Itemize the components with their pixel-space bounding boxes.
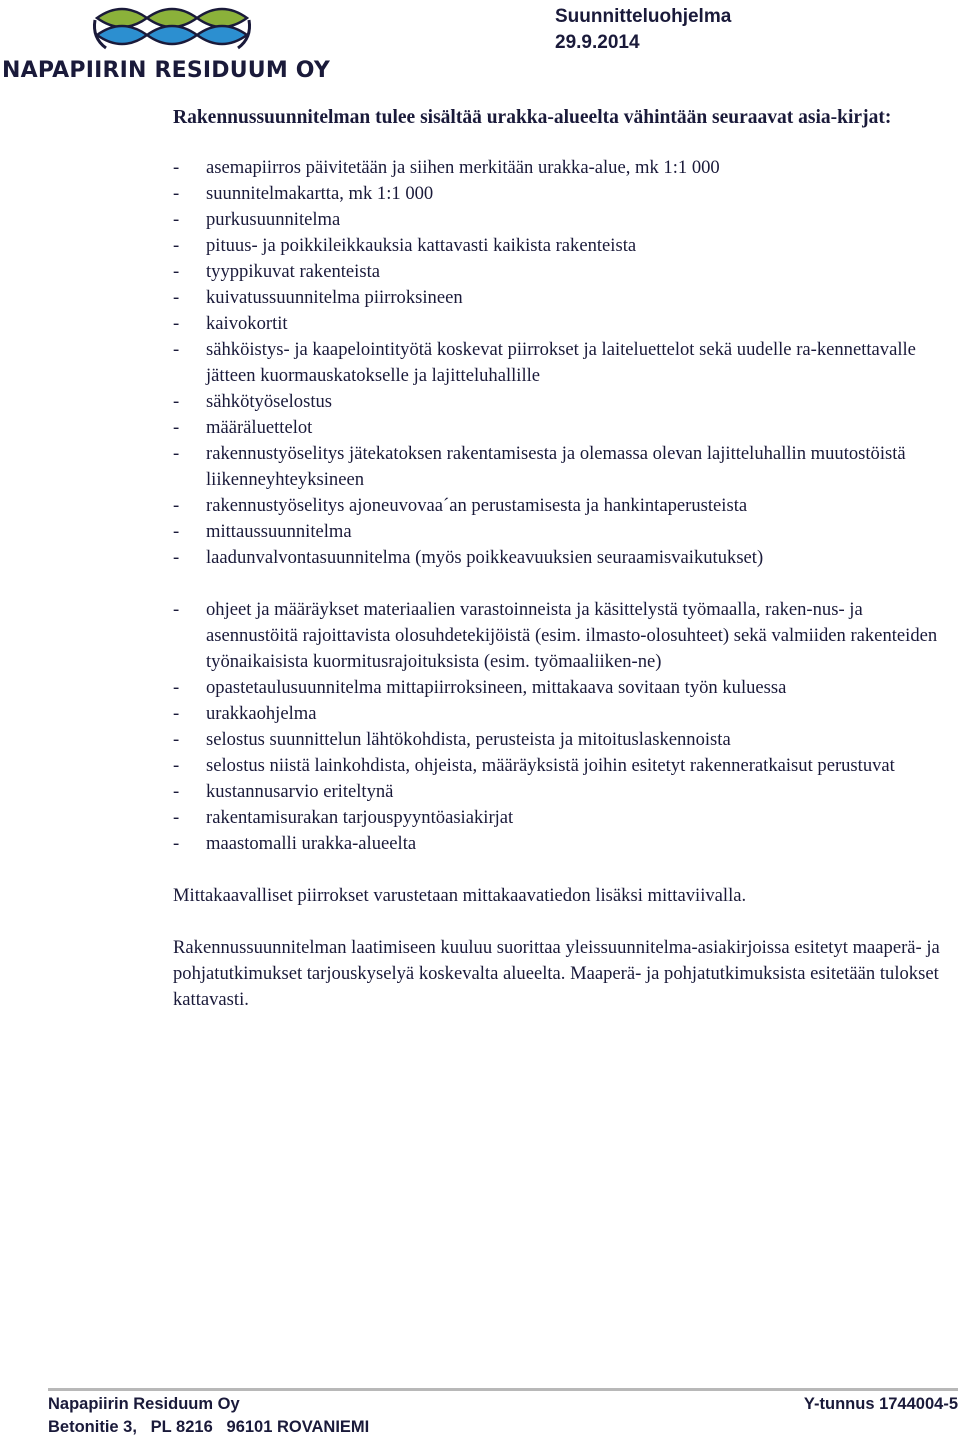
paragraph: Rakennussuunnitelman laatimiseen kuuluu suorittaa yleissuunnitelma-asiakirjoissa esitetyt maaperä- ja pohjatutkimukset tarjouskyselyä koskevalta alueelta. Maaperä- ja pohjatutkimuksista esitetään tulokset kattavasti. xyxy=(173,937,940,1010)
requirements-list-2 xyxy=(173,597,953,857)
company-logo-text: NAPAPIIRIN RESIDUUM OY xyxy=(2,58,331,83)
list-item: - kuivatussuunnitelma piirroksineen xyxy=(173,285,953,311)
list-item: - urakkaohjelma xyxy=(173,701,953,727)
list-item: - rakennustyöselitys jätekatoksen rakentamisesta ja olemassa olevan lajitteluhallin muutostöistä liikenneyhteyksineen xyxy=(173,441,953,493)
document-type: Suunnitteluohjelma xyxy=(555,6,732,27)
list-item: - asemapiirros päivitetään ja siihen merkitään urakka-alue, mk 1:1 000 xyxy=(173,155,953,181)
document-date: 29.9.2014 xyxy=(555,32,640,53)
list-item: - sähköistys- ja kaapelointityötä koskevat piirrokset ja laiteluettelot sekä uudelle ra-kennettavalle jätteen kuormauskatokselle ja lajitteluhallille xyxy=(173,337,953,389)
list-item: - ohjeet ja määräykset materiaalien varastoinneista ja käsittelystä työmaalla, raken-nus- ja asennustöitä rajoittavista olosuhdetekijöistä (esim. ilmasto-olosuhteet) sekä valmiiden rakenteiden työnaikaisista kuormitusrajoituksista (esim. työmaaliiken-ne) xyxy=(173,597,953,675)
list-item: - opastetaulusuunnitelma mittapiirroksineen, mittakaava sovitaan työn kuluessa xyxy=(173,675,953,701)
footer-divider xyxy=(48,1388,958,1391)
list-item: - mittaussuunnitelma xyxy=(173,519,953,545)
list-item: - laadunvalvontasuunnitelma (myös poikkeavuuksien seuraamisvaikutukset) xyxy=(173,545,953,571)
logo-wave-icon xyxy=(94,9,249,48)
list-item: - purkusuunnitelma xyxy=(173,207,953,233)
requirements-list-1 xyxy=(173,155,953,571)
list-item: - kustannusarvio eriteltynä xyxy=(173,779,953,805)
footer xyxy=(48,1393,958,1439)
footer-address: Betonitie 3, PL 8216 96101 ROVANIEMI xyxy=(48,1418,370,1436)
list-item: - selostus niistä lainkohdista, ohjeista, määräyksistä joihin esitetyt rakenneratkaisut perustuvat xyxy=(173,753,953,779)
list-item: - selostus suunnittelun lähtökohdista, perusteista ja mitoituslaskennoista xyxy=(173,727,953,753)
section-heading: Rakennussuunnitelman tulee sisältää urakka-alueelta vähintään seuraavat asia-kirjat: xyxy=(173,107,892,128)
list-item: - maastomalli urakka-alueelta xyxy=(173,831,953,857)
list-item: - rakentamisurakan tarjouspyyntöasiakirjat xyxy=(173,805,953,831)
list-item: - pituus- ja poikkileikkauksia kattavasti kaikista rakenteista xyxy=(173,233,953,259)
paragraph: Mittakaavalliset piirrokset varustetaan mittakaavatiedon lisäksi mittaviivalla. xyxy=(173,885,747,906)
footer-company: Napapiirin Residuum Oy xyxy=(48,1395,240,1413)
list-item: - määräluettelot xyxy=(173,415,953,441)
list-item: - tyyppikuvat rakenteista xyxy=(173,259,953,285)
list-item: - suunnitelmakartta, mk 1:1 000 xyxy=(173,181,953,207)
list-item: - sähkötyöselostus xyxy=(173,389,953,415)
list-item: - kaivokortit xyxy=(173,311,953,337)
document-body xyxy=(173,105,953,1013)
list-item: - rakennustyöselitys ajoneuvovaa´an perustamisesta ja hankintaperusteista xyxy=(173,493,953,519)
footer-business-id: Y-tunnus 1744004-5 xyxy=(803,1395,958,1413)
